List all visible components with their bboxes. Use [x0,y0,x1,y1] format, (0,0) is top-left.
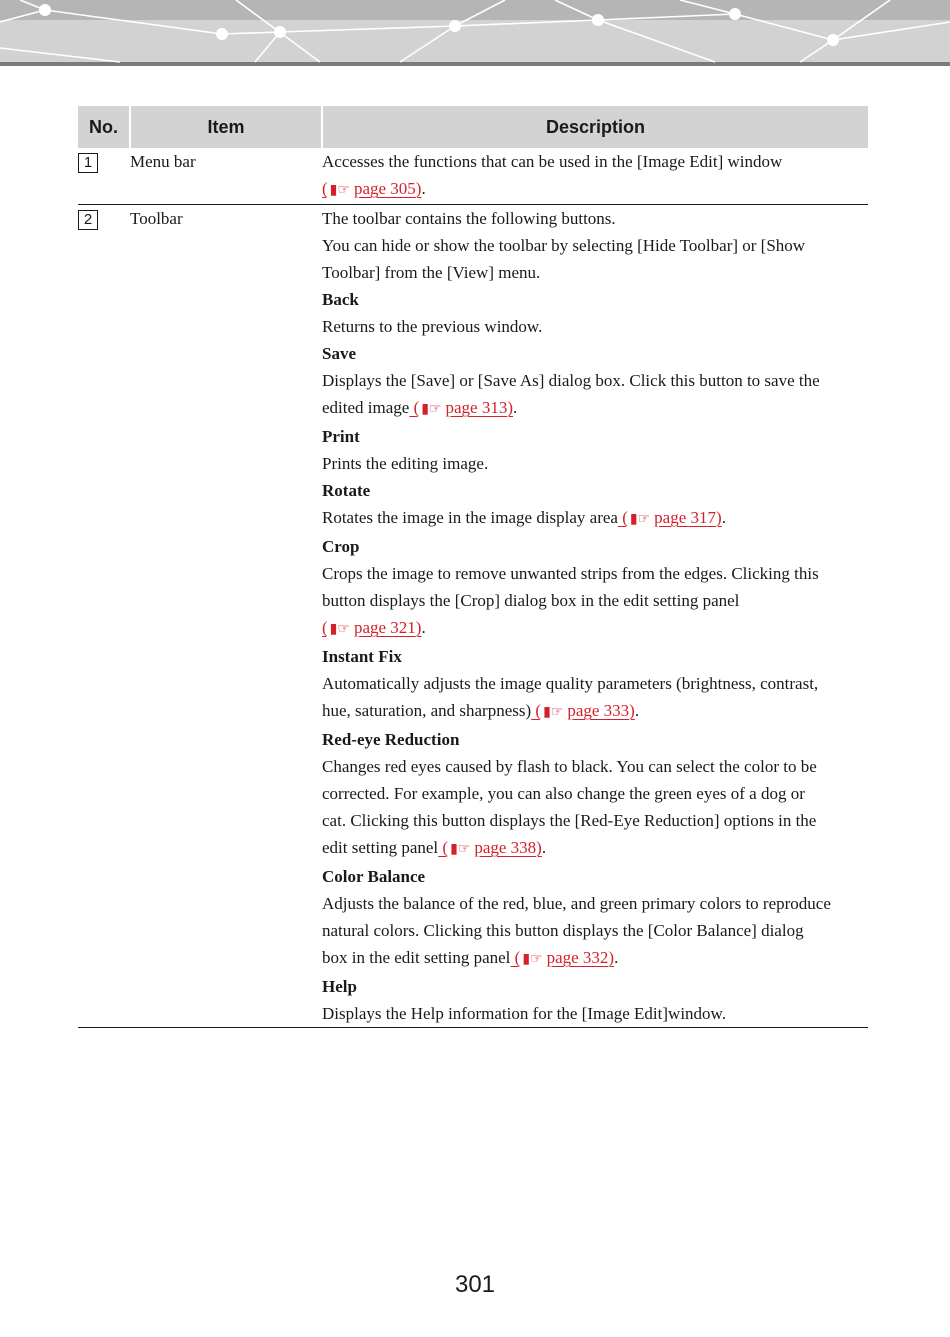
line-text: button displays the [Crop] dialog box in the edit setting panel [322,591,740,610]
description-line [322,232,868,259]
book-pointing-hand-icon: ▮☞ [629,511,651,527]
line-text: Crops the image to remove unwanted strips from the edges. Clicking this [322,564,819,583]
line-text: Back [322,290,359,309]
book-pointing-hand-icon: ▮☞ [329,621,350,637]
page-reference-link[interactable]: ( ▮☞ page 313) [409,398,513,417]
button-name-heading [322,726,868,753]
line-text: Rotates the image in the image display area [322,508,618,527]
description-line [322,917,868,944]
description-line [322,394,868,423]
page-reference-link[interactable]: ( ▮☞ page 332) [510,948,614,967]
description-line [322,504,868,533]
description-line [322,834,868,863]
page-reference-link[interactable]: ( ▮☞ page 321) [322,618,421,637]
button-name-heading [322,477,868,504]
line-text: corrected. For example, you can also change the green eyes of a dog or [322,784,805,803]
reference-page-text: page 305 [353,179,416,198]
table-row [78,148,868,205]
button-name-heading [322,533,868,560]
description-line [322,807,868,834]
line-text: Toolbar] from the [View] menu. [322,263,541,282]
description-line [322,1000,868,1027]
line-text: hue, saturation, and sharpness) [322,701,532,720]
page-reference-link[interactable]: ( ▮☞ page 333) [531,701,635,720]
table-row [78,205,868,1028]
description-line [322,367,868,394]
trailing-punctuation: . [541,838,547,857]
line-text: Displays the Help information for the [Image Edit]window. [322,1004,726,1023]
description-line [322,259,868,286]
line-text: edited image [322,398,410,417]
description-line [322,205,868,232]
item-name: Toolbar [130,205,322,1028]
description-line [322,944,868,973]
line-text: You can hide or show the toolbar by selecting [Hide Toolbar] or [Show [322,236,806,255]
line-text: Changes red eyes caused by flash to black. You can select the color to be [322,757,817,776]
row-number-cell [78,148,130,205]
book-pointing-hand-icon: ▮☞ [450,841,471,857]
reference-page-text: page 338 [474,838,537,857]
button-name-heading [322,423,868,450]
reference-page-text: page 333 [567,701,630,720]
book-pointing-hand-icon: ▮☞ [522,951,543,967]
line-text: Displays the [Save] or [Save As] dialog box. Click this button to save the [322,371,820,390]
description-cell [322,148,868,205]
line-text: Rotate [322,481,371,500]
header-decoration [0,0,950,68]
line-text: Color Balance [322,867,426,886]
page-reference-link[interactable]: ( ▮☞ page 305) [322,179,421,198]
description-line [322,313,868,340]
description-line [322,560,868,587]
button-name-heading [322,340,868,367]
line-text: natural colors. Clicking this button displays the [Color Balance] dialog [322,921,804,940]
line-text: Instant Fix [322,647,402,666]
row-number-cell [78,205,130,1028]
description-line [322,175,868,204]
row-number-box: 2 [78,210,98,230]
line-text: The toolbar contains the following buttons. [322,209,616,228]
description-line [322,670,868,697]
line-text: Adjusts the balance of the red, blue, and green primary colors to reproduce [322,894,831,913]
page-reference-link[interactable]: ( ▮☞ page 338) [438,838,542,857]
book-pointing-hand-icon: ▮☞ [543,704,564,720]
page-reference-link[interactable]: ( ▮☞ page 317) [618,508,722,527]
trailing-punctuation: . [421,618,426,637]
line-text: Save [322,344,356,363]
line-text: cat. Clicking this button displays the [Red-Eye Reduction] options in the [322,811,817,830]
description-line [322,697,868,726]
line-text: Returns to the previous window. [322,317,543,336]
header-item: Item [130,106,322,148]
button-name-heading [322,286,868,313]
book-pointing-hand-icon: ▮☞ [421,401,442,417]
description-line [322,587,868,614]
item-name: Menu bar [130,148,322,205]
description-cell [322,205,868,1028]
page-number: 301 [454,1271,496,1298]
line-text: Red-eye Reduction [322,730,460,749]
header-no: No. [78,106,130,148]
table-header-row [78,106,868,148]
description-line [322,450,868,477]
reference-page-text: page 332 [546,948,609,967]
line-text: box in the edit setting panel [322,948,511,967]
line-text: Automatically adjusts the image quality parameters (brightness, contrast, [322,674,819,693]
description-line [322,780,868,807]
trailing-punctuation: . [614,948,619,967]
reference-page-text: page 321 [353,618,416,637]
line-text: Help [322,977,357,996]
line-text: Accesses the functions that can be used in the [Image Edit] window [322,152,783,171]
line-text: Prints the editing image. [322,454,489,473]
button-name-heading [322,863,868,890]
button-name-heading [322,973,868,1000]
line-text: edit setting panel [322,838,439,857]
row-number-box: 1 [78,153,98,173]
trailing-punctuation: . [721,508,726,527]
description-line [322,148,868,175]
reference-page-text: page 317 [654,508,717,527]
function-table [78,106,868,1028]
description-line [322,890,868,917]
network-pattern-icon [0,0,950,68]
trailing-punctuation: . [421,179,426,198]
button-name-heading [322,643,868,670]
description-line [322,753,868,780]
trailing-punctuation: . [513,398,518,417]
header-description: Description [322,106,868,148]
trailing-punctuation: . [634,701,640,720]
line-text: Crop [322,537,360,556]
line-text: Print [322,427,360,446]
book-pointing-hand-icon: ▮☞ [329,182,350,198]
reference-page-text: page 313 [445,398,508,417]
description-line [322,614,868,643]
